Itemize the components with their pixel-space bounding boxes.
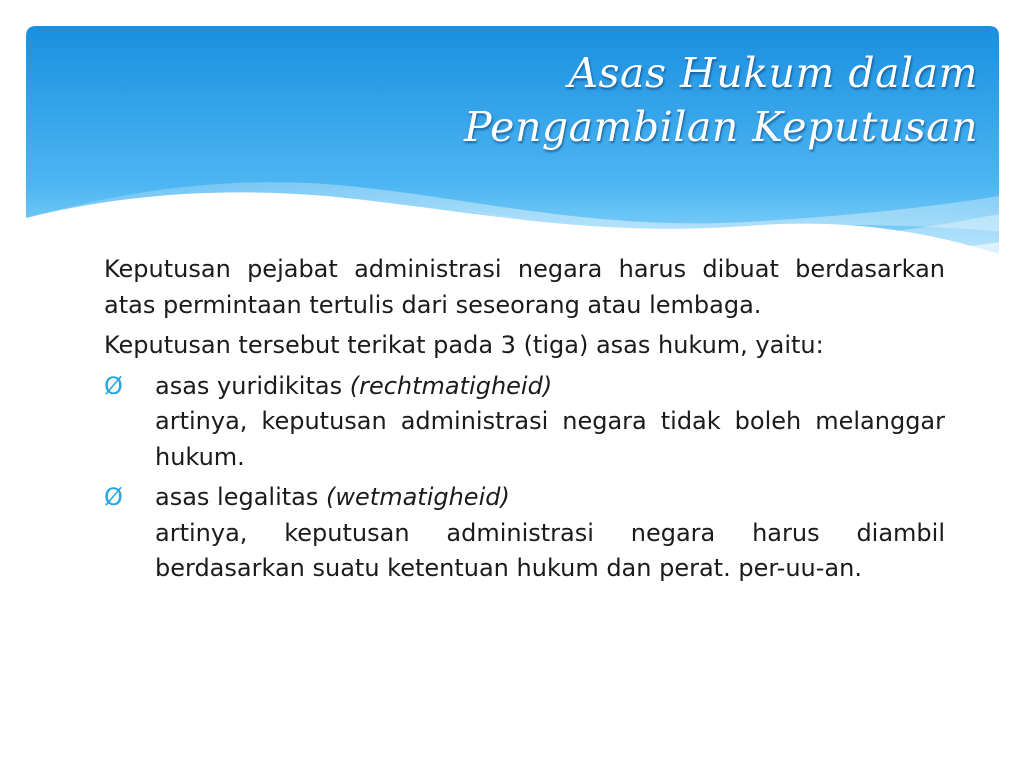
bullet-term: (rechtmatigheid) (349, 371, 553, 400)
slide-title-line-2: Pengambilan Keputusan (463, 103, 978, 151)
arrow-bullet-icon: Ø (104, 483, 123, 511)
bullet-name: asas yuridikitas (155, 371, 343, 400)
slide-title-line-1: Asas Hukum dalam (568, 49, 978, 97)
bullet-term: (wetmatigheid) (326, 483, 510, 511)
bullet-heading (155, 369, 945, 405)
bullet-item-yuridikitas (104, 369, 945, 476)
principles-intro-paragraph: Keputusan tersebut terikat pada 3 (tiga) asas hukum, yaitu: (104, 331, 824, 359)
arrow-bullet-icon: Ø (104, 371, 123, 400)
slide-title (278, 46, 978, 154)
bullet-item-legalitas (104, 480, 945, 587)
bullet-description: artinya, keputusan administrasi negara tidak boleh melanggar hukum. (155, 407, 945, 471)
intro-paragraph: Keputusan pejabat administrasi negara harus dibuat berdasarkan atas permintaan tertulis dari seseorang atau lembaga. (104, 255, 945, 319)
bullet-name: asas legalitas (155, 483, 319, 511)
slide-body (104, 252, 945, 592)
bullet-description: artinya, keputusan administrasi negara harus diambil berdasarkan suatu ketentuan hukum dan perat. per-uu-an. (155, 518, 945, 582)
bullet-heading (155, 480, 945, 516)
